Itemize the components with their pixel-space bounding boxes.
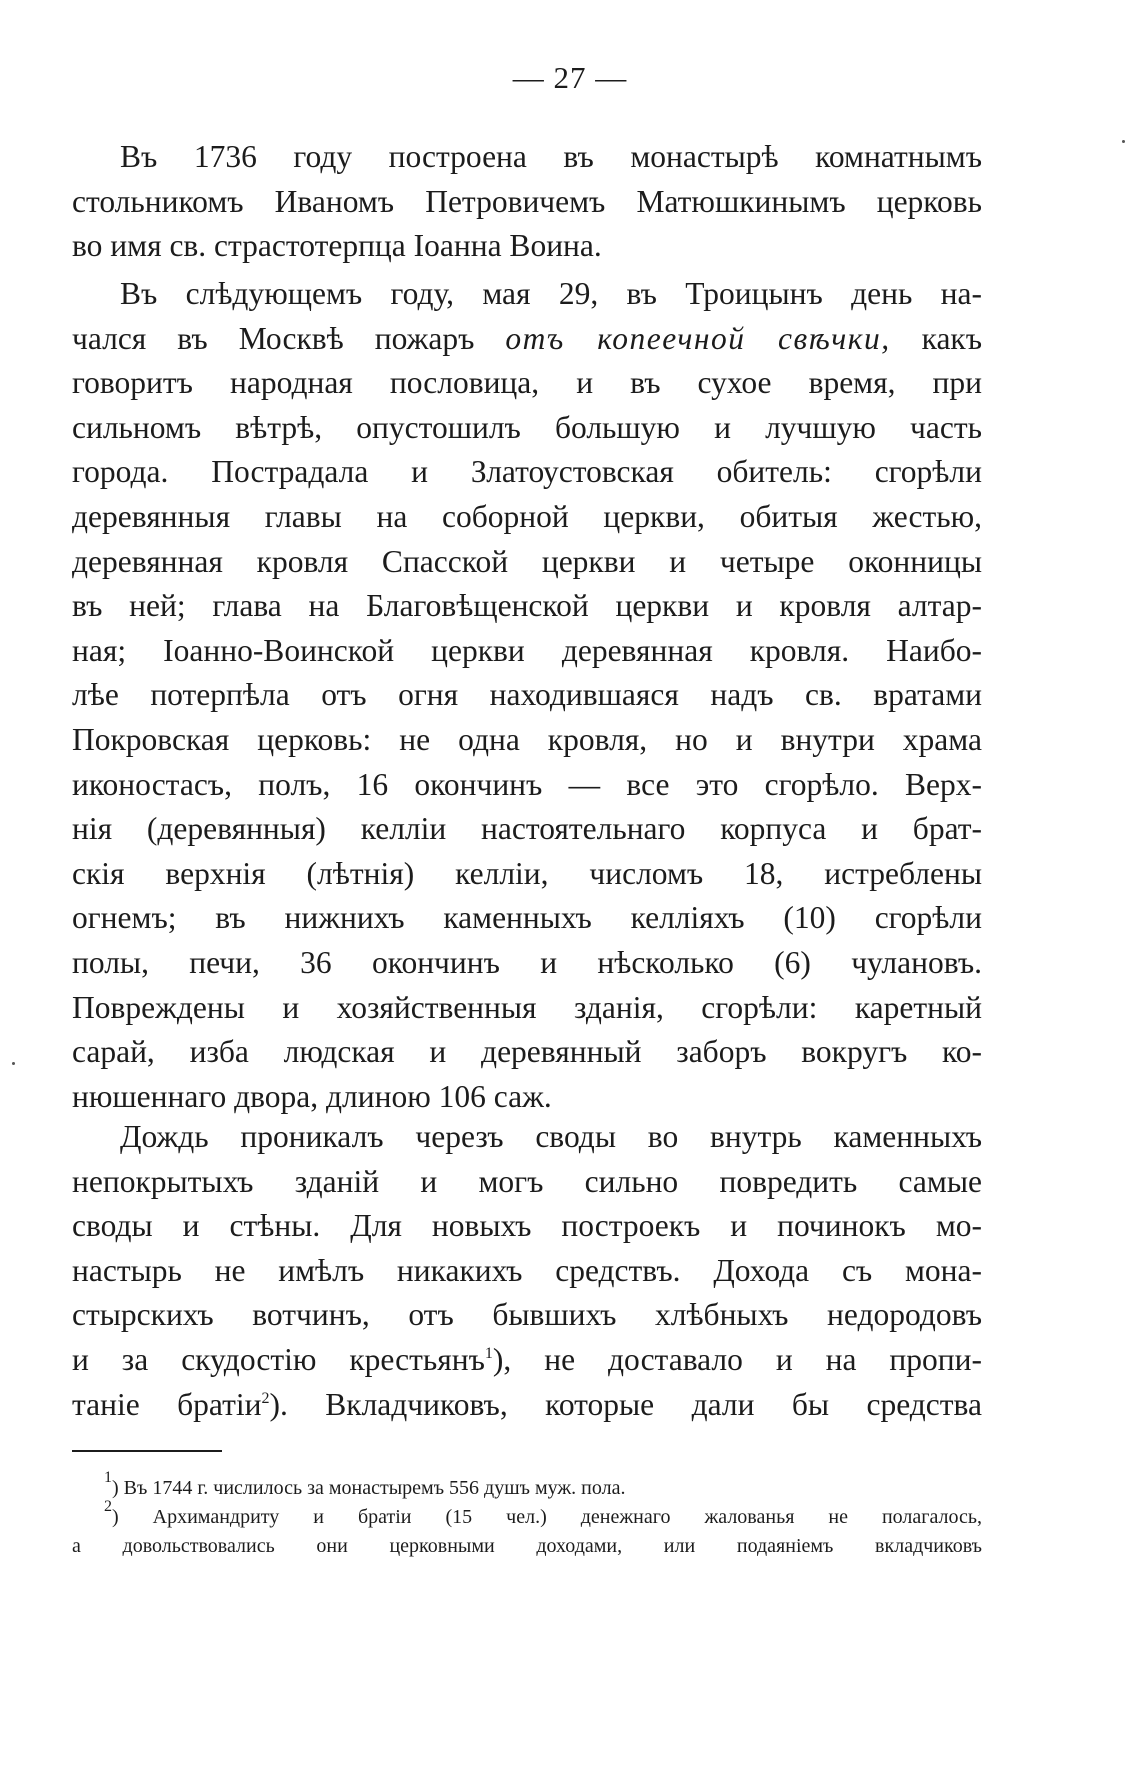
text-segment: ). Вкладчиковъ, которые дали бы средства xyxy=(269,1386,982,1422)
scan-speck xyxy=(1122,140,1125,143)
text-line: скія верхнія (лѣтнія) келліи, числомъ 18, истреблены xyxy=(72,855,982,891)
text-line: ная; Іоанно-Воинской церкви деревянная кровля. Наибо- xyxy=(72,632,982,668)
footnote-ref-2[interactable]: 2 xyxy=(261,1389,270,1407)
text-line-with-footnote-ref xyxy=(72,1383,982,1428)
text-line: настырь не имѣлъ никакихъ средствъ. Дохода съ мона- xyxy=(72,1252,982,1288)
footnote-mark-1: 1 xyxy=(104,1469,112,1486)
text-line: Покровская церковь: не одна кровля, но и внутри храма xyxy=(72,721,982,757)
footnote-ref-1[interactable]: 1 xyxy=(484,1344,493,1362)
text-line: стольникомъ Иваномъ Петровичемъ Матюшкинымъ церковь xyxy=(72,183,982,219)
text-line: лѣе потерпѣла отъ огня находившаяся надъ св. вратами xyxy=(72,677,982,713)
text-segment: таніе братіи xyxy=(72,1386,262,1422)
page-number: — 27 — xyxy=(512,60,628,95)
text-segment: чался въ Москвѣ пожаръ xyxy=(72,320,475,356)
text-segment: ), не доставало и на пропи- xyxy=(492,1341,982,1377)
text-line: Въ 1736 году построена въ монастырѣ комнатнымъ xyxy=(120,139,982,174)
text-segment: какъ xyxy=(921,320,983,356)
paragraph-1 xyxy=(72,135,982,269)
paragraph-2 xyxy=(72,272,982,1119)
text-line: своды и стѣны. Для новыхъ построекъ и починокъ мо- xyxy=(72,1208,982,1244)
text-line: сарай, изба людская и деревянный заборъ вокругъ ко- xyxy=(72,1034,982,1070)
footnote-1 xyxy=(72,1469,982,1503)
paragraph-3 xyxy=(72,1115,982,1427)
text-line: нюшеннаго двора, длиною 106 саж. xyxy=(72,1078,552,1114)
text-line: иконостасъ, полъ, 16 окончинъ — все это сгорѣло. Верх- xyxy=(72,766,982,802)
footnote-2 xyxy=(72,1498,982,1532)
footnote-text: ) Архимандриту и братіи (15 чел.) денежнаго жалованья не полагалось, xyxy=(112,1506,982,1528)
text-line: Въ слѣдующемъ году, мая 29, въ Троицынъ день на- xyxy=(120,276,982,311)
text-line: Дождь проникалъ черезъ своды во внутрь каменныхъ xyxy=(120,1119,982,1154)
scan-speck xyxy=(12,1062,15,1065)
text-line: непокрытыхъ зданій и могъ сильно повредить самые xyxy=(72,1163,982,1199)
text-line-with-italic xyxy=(72,317,982,362)
text-line: деревянныя главы на соборной церкви, обитыя жестью, xyxy=(72,498,982,534)
text-line: деревянная кровля Спасской церкви и четыре оконницы xyxy=(72,543,982,579)
footnote-text: ) Въ 1744 г. числилось за монастыремъ 556 душъ муж. пола. xyxy=(112,1477,626,1499)
text-line: сильномъ вѣтрѣ, опустошилъ большую и лучшую часть xyxy=(72,409,982,445)
text-line: полы, печи, 36 окончинъ и нѣсколько (6) чулановъ. xyxy=(72,944,982,980)
italic-phrase: отъ копеечной свѣчки, xyxy=(505,320,891,356)
text-segment: и за скудостію крестьянъ xyxy=(72,1341,485,1377)
text-line: огнемъ; въ нижнихъ каменныхъ келліяхъ (10) сгорѣли xyxy=(72,900,982,936)
footnotes xyxy=(72,1469,982,1561)
text-line: въ ней; глава на Благовѣщенской церкви и кровля алтар- xyxy=(72,588,982,624)
text-line: города. Пострадала и Златоустовская обитель: сгорѣли xyxy=(72,454,982,490)
footnote-divider xyxy=(72,1450,222,1452)
text-line: говоритъ народная пословица, и въ сухое время, при xyxy=(72,365,982,401)
text-line: во имя св. страстотерпца Іоанна Воина. xyxy=(72,228,602,264)
footnote-2-continuation: а довольствовались они церковными доходами, или подаяніемъ вкладчиковъ xyxy=(72,1535,982,1557)
text-line: стырскихъ вотчинъ, отъ бывшихъ хлѣбныхъ недородовъ xyxy=(72,1297,982,1333)
footnote-mark-2: 2 xyxy=(104,1498,112,1515)
text-line: Повреждены и хозяйственныя зданія, сгорѣли: каретный xyxy=(72,989,982,1025)
text-line-with-footnote-ref xyxy=(72,1338,982,1383)
text-line: нія (деревянныя) келліи настоятельнаго корпуса и брат- xyxy=(72,811,982,847)
